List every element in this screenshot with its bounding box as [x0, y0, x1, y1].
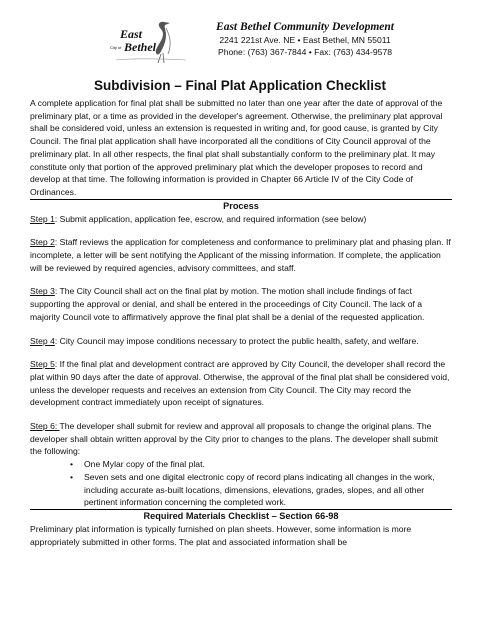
submission-list: [30, 458, 452, 509]
step-label: Step 6:: [30, 421, 60, 432]
intro-paragraph: A complete application for final plat shall be submitted no later than one year after the date of approval of the preliminary plat, or a time as provided in the developer's agreement. Otherwise, the preliminary plat approval shall be considered void, unless an extension is requested in writing and, for good cause, is granted by City Council. The final plat application shall have incorporated all the conditions of City Council approval of the preliminary plat. In all other respects, the final plat shall substantially conform to the preliminary plat. It may constitute only that portion of the approved preliminary plat which the developer proposes to record and develop at that time. The following information is provided in Chapter 66 Article IV of the City Code of Ordinances.: [30, 98, 443, 197]
list-item-text: Seven sets and one digital electronic copy of record plans indicating all changes in the work, including accurate as-built locations, dimensions, elevations, grades, slopes, and all other pertinent information concerning the completed work.: [84, 471, 435, 508]
document-body: [30, 97, 452, 548]
step-label: Step 1: [30, 213, 55, 224]
materials-heading: Required Materials Checklist – Section 66-98: [143, 510, 339, 521]
step-text: : The City Council shall act on the final plat by motion. The motion shall include findings of fact supporting the approval or denial, and shall be entered in the proceedings of City Council. The lack of a majority Council vote to affirmatively approve the final plat shall be a denial of the requested application.: [30, 286, 425, 322]
organization-block: [190, 20, 420, 58]
step-3: [30, 285, 452, 323]
list-item: [30, 471, 452, 509]
process-heading: Process: [223, 200, 259, 211]
list-item: [30, 458, 452, 471]
bullet-icon: •: [70, 471, 74, 482]
city-logo: [106, 18, 192, 64]
step-text: : City Council may impose conditions necessary to protect the public health, safety, and welfare.: [54, 335, 419, 346]
logo-text-east: East: [120, 27, 143, 41]
logo-text-cityof: City of: [110, 45, 122, 50]
list-item-text: One Mylar copy of the final plat.: [84, 459, 205, 470]
organization-address: 2241 221st Ave. NE • East Bethel, MN 55011: [219, 35, 391, 45]
step-text: : If the final plat and development contract are approved by City Council, the developer shall record the plat within 90 days after the date of approval. Otherwise, the approval of the final plat shall be considered void, unless the developer requests and receives an extension from City Council. The City may record the development contract immediately upon receipt of signatures.: [30, 359, 450, 408]
step-text: : Staff reviews the application for completeness and conformance to preliminary plat and phasing plan. If incomplete, a letter will be sent notifying the Applicant of the missing information. If complete, the application will be reviewed by required agencies, advisory committees, and staff.: [30, 237, 451, 273]
step-4: [30, 335, 452, 348]
step-1: [30, 213, 452, 226]
step-6: [30, 420, 452, 458]
step-label: Step 3: [30, 286, 55, 297]
organization-phone: Phone: (763) 367-7844 • Fax: (763) 434-9578: [217, 47, 393, 57]
step-text: The developer shall submit for review and approval all proposals to change the original plans. The developer shall obtain written approval by the City prior to changes to the plans. The developer shall submit the following:: [30, 421, 438, 457]
organization-name: East Bethel Community Development: [216, 21, 394, 33]
document-title: Subdivision – Final Plat Application Checklist: [93, 78, 387, 93]
step-5: [30, 358, 452, 409]
bullet-icon: •: [70, 459, 74, 470]
step-label: Step 5: [30, 359, 55, 370]
materials-paragraph: Preliminary plat information is typically furnished on plan sheets. However, some information is more appropriately submitted in other forms. The plat and associated information shall be: [30, 523, 412, 547]
step-label: Step 2: [30, 237, 55, 248]
logo-text-bethel: Bethel: [124, 40, 156, 54]
step-text: : Submit application, application fee, escrow, and required information (see below): [54, 213, 367, 224]
step-label: Step 4: [30, 335, 55, 346]
step-2: [30, 236, 452, 274]
